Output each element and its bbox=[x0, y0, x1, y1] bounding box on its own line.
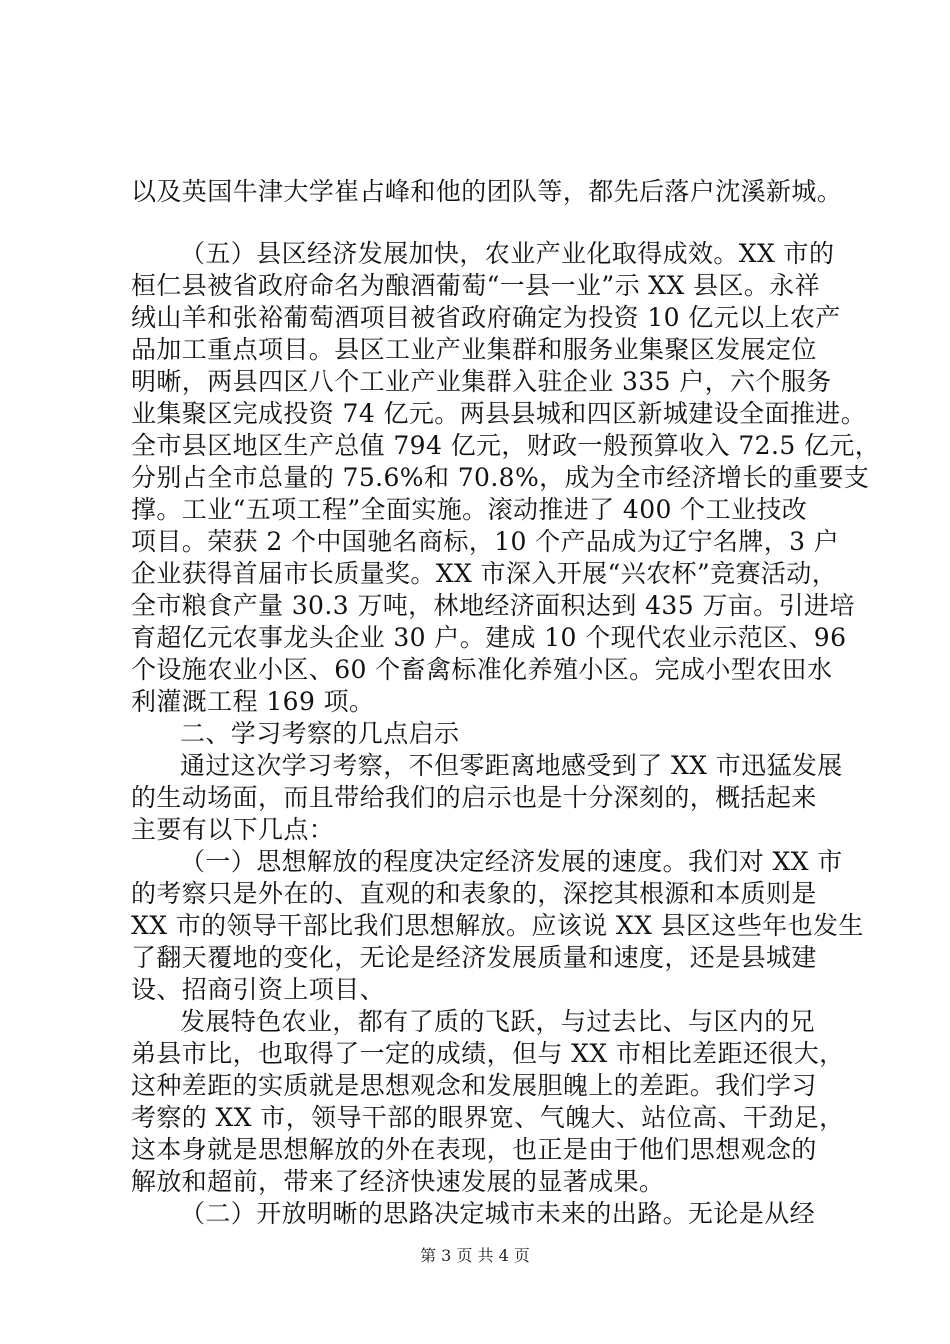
text-line: 企业获得首届市长质量奖。XX 市深入开展“兴农杯”竞赛活动， bbox=[131, 559, 838, 588]
text-line: 分别占全市总量的 75.6%和 70.8%，成为全市经济增长的重要支 bbox=[131, 463, 870, 492]
text-line: （二）开放明晰的思路决定城市未来的出路。无论是从经 bbox=[180, 1199, 816, 1228]
text-line: 撑。工业“五项工程”全面实施。滚动推进了 400 个工业技改 bbox=[131, 495, 808, 524]
text-line: 项目。荣获 2 个中国驰名商标，10 个产品成为辽宁名牌，3 户 bbox=[131, 527, 840, 556]
text-line: 通过这次学习考察，不但零距离地感受到了 XX 市迅猛发展 bbox=[180, 751, 843, 780]
text-line: 全市县区地区生产总值 794 亿元，财政一般预算收入 72.5 亿元， bbox=[131, 431, 881, 460]
text-line: 利灌溉工程 169 项。 bbox=[131, 687, 375, 716]
text-line: （五）县区经济发展加快，农业产业化取得成效。XX 市的 bbox=[180, 239, 835, 268]
text-line: 育超亿元农事龙头企业 30 户。建成 10 个现代农业示范区、96 bbox=[131, 623, 847, 652]
section-heading: 二、学习考察的几点启示 bbox=[180, 719, 460, 748]
text-line: 品加工重点项目。县区工业产业集群和服务业集聚区发展定位 bbox=[131, 335, 817, 364]
page-number-footer: 第 3 页 共 4 页 bbox=[420, 1246, 530, 1265]
text-line: 个设施农业小区、60 个畜禽标准化养殖小区。完成小型农田水 bbox=[131, 655, 833, 684]
text-line: 发展特色农业，都有了质的飞跃，与过去比、与区内的兄 bbox=[180, 1007, 816, 1036]
text-line: 业集聚区完成投资 74 亿元。两县县城和四区新城建设全面推进。 bbox=[131, 399, 867, 428]
text-line: 弟县市比，也取得了一定的成绩，但与 XX 市相比差距还很大， bbox=[131, 1039, 845, 1068]
text-line: 了翻天覆地的变化，无论是经济发展质量和速度，还是县城建 bbox=[131, 943, 817, 972]
text-line: 解放和超前，带来了经济快速发展的显著成果。 bbox=[131, 1167, 665, 1196]
text-line: 桓仁县被省政府命名为酿酒葡萄“一县一业”示 XX 县区。永祥 bbox=[131, 271, 821, 300]
text-line: 的考察只是外在的、直观的和表象的，深挖其根源和本质则是 bbox=[131, 879, 817, 908]
text-line: 主要有以下几点： bbox=[131, 815, 335, 844]
text-line: 考察的 XX 市，领导干部的眼界宽、气魄大、站位高、干劲足， bbox=[131, 1103, 845, 1132]
text-line: （一）思想解放的程度决定经济发展的速度。我们对 XX 市 bbox=[180, 847, 843, 876]
text-line: XX 市的领导干部比我们思想解放。应该说 XX 县区这些年也发生 bbox=[131, 911, 864, 940]
text-line: 的生动场面，而且带给我们的启示也是十分深刻的，概括起来 bbox=[131, 783, 817, 812]
text-line: 这种差距的实质就是思想观念和发展胆魄上的差距。我们学习 bbox=[131, 1071, 817, 1100]
text-line: 设、招商引资上项目、 bbox=[131, 975, 386, 1004]
text-line: 以及英国牛津大学崔占峰和他的团队等，都先后落户沈溪新城。 bbox=[131, 177, 843, 206]
text-line: 这本身就是思想解放的外在表现，也正是由于他们思想观念的 bbox=[131, 1135, 817, 1164]
text-line: 绒山羊和张裕葡萄酒项目被省政府确定为投资 10 亿元以上农产 bbox=[131, 303, 841, 332]
text-line: 全市粮食产量 30.3 万吨，林地经济面积达到 435 万亩。引进培 bbox=[131, 591, 855, 620]
text-line: 明晰，两县四区八个工业产业集群入驻企业 335 户，六个服务 bbox=[131, 367, 832, 396]
